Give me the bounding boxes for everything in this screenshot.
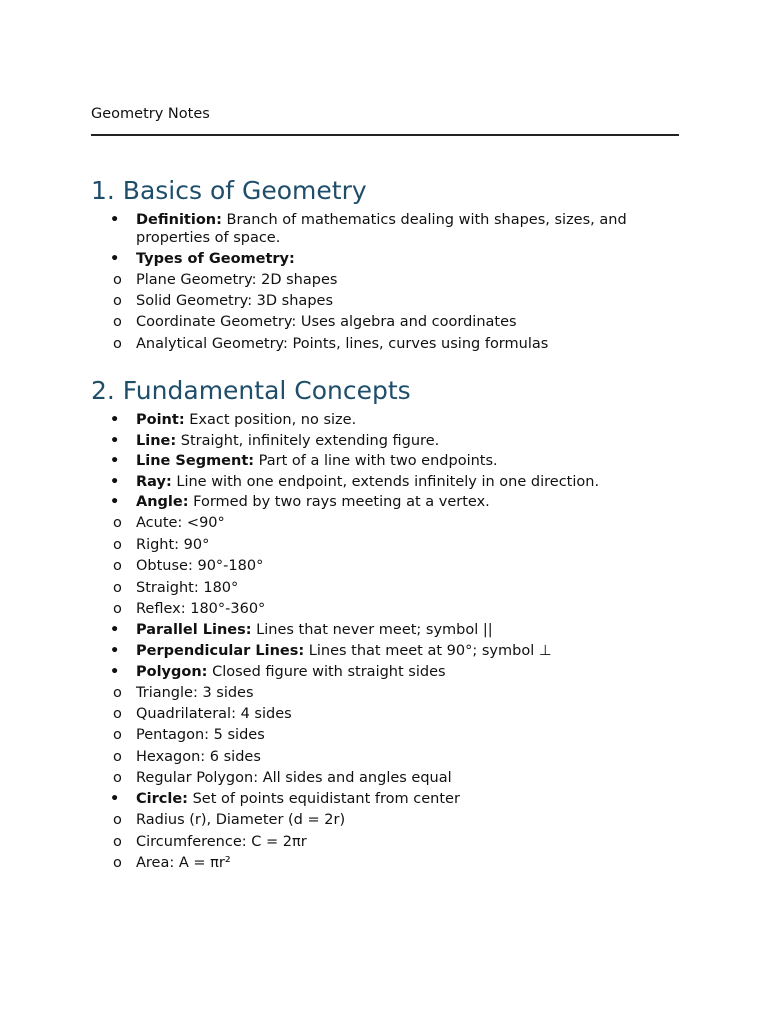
sub-text: Plane Geometry: 2D shapes [136, 271, 338, 288]
term: Point: [136, 412, 185, 428]
bullet: • [110, 642, 120, 659]
description: Line with one endpoint, extends infinitely in one direction. [171, 473, 600, 490]
circle-sublist [91, 811, 679, 872]
sub-item-quadrilateral [91, 705, 679, 723]
sub-item-reflex [91, 600, 679, 618]
term: Types of Geometry: [136, 250, 295, 267]
bullet: • [110, 494, 120, 511]
sub-item-area [91, 854, 679, 872]
sub-text: Coordinate Geometry: Uses algebra and coordinates [136, 314, 517, 331]
sub-item-analytical [91, 335, 679, 353]
list-item-perpendicular-lines [91, 642, 679, 660]
bullet: • [110, 250, 120, 267]
section-heading-fundamentals: 2. Fundamental Concepts [91, 376, 411, 405]
fundamentals-list [91, 411, 679, 876]
sub-bullet: o [113, 684, 122, 701]
sub-text: Acute: <90° [136, 515, 225, 532]
description: Branch of mathematics dealing with shapes, sizes, and properties of space. [136, 212, 627, 246]
sub-text: Quadrilateral: 4 sides [136, 705, 292, 722]
section-heading-basics: 1. Basics of Geometry [91, 176, 367, 205]
list-item-line [91, 432, 679, 450]
sub-bullet: o [113, 536, 122, 553]
list-item-angle [91, 493, 679, 618]
polygons-sublist [91, 684, 679, 788]
bullet: • [110, 412, 120, 428]
term: Polygon: [136, 663, 208, 680]
list-item-types [91, 250, 679, 353]
term: Circle: [136, 791, 188, 808]
sub-text: Solid Geometry: 3D shapes [136, 292, 333, 309]
bullet: • [110, 453, 120, 470]
sub-item-coordinate [91, 313, 679, 331]
list-item-line-segment [91, 452, 679, 470]
sub-text: Analytical Geometry: Points, lines, curves using formulas [136, 335, 549, 352]
term: Line: [136, 432, 177, 449]
sub-bullet: o [113, 292, 122, 309]
sub-text: Area: A = πr² [136, 855, 231, 872]
description: Straight, infinitely extending figure. [176, 432, 440, 449]
sub-bullet: o [113, 705, 122, 722]
sub-text: Obtuse: 90°-180° [136, 558, 264, 575]
bullet: • [110, 622, 120, 639]
description: Formed by two rays meeting at a vertex. [188, 494, 490, 511]
term: Definition: [136, 212, 222, 228]
description: Lines that meet at 90°; symbol ⊥ [304, 642, 552, 659]
header-divider [91, 134, 679, 136]
bullet: • [110, 791, 120, 808]
sub-bullet: o [113, 600, 122, 617]
sub-bullet: o [113, 579, 122, 596]
list-item-circle [91, 790, 679, 872]
list-item-parallel-lines [91, 621, 679, 639]
term: Line Segment: [136, 453, 255, 470]
description: Exact position, no size. [184, 412, 357, 428]
sub-item-acute [91, 514, 679, 532]
list-item-ray [91, 473, 679, 491]
list-item-point [91, 411, 679, 429]
bullet: • [110, 212, 120, 228]
sub-text: Straight: 180° [136, 579, 239, 596]
bullet: • [110, 473, 120, 490]
sub-text: Pentagon: 5 sides [136, 727, 265, 744]
sub-bullet: o [113, 727, 122, 744]
term: Parallel Lines: [136, 622, 252, 639]
list-item-definition [91, 211, 679, 247]
sub-bullet: o [113, 314, 122, 331]
sub-item-circumference [91, 833, 679, 851]
sub-bullet: o [113, 271, 122, 288]
sub-text: Hexagon: 6 sides [136, 748, 261, 765]
term: Angle: [136, 494, 189, 511]
sub-item-straight [91, 579, 679, 597]
angles-sublist [91, 514, 679, 618]
term: Perpendicular Lines: [136, 642, 305, 659]
sub-item-triangle [91, 684, 679, 702]
sub-text: Right: 90° [136, 536, 210, 553]
sub-text: Circumference: C = 2πr [136, 833, 307, 850]
sub-bullet: o [113, 558, 122, 575]
sub-item-hexagon [91, 748, 679, 766]
description: Closed figure with straight sides [207, 663, 446, 680]
description: Set of points equidistant from center [187, 791, 460, 808]
term: Ray: [136, 473, 172, 490]
bullet: • [110, 432, 120, 449]
list-item-polygon [91, 663, 679, 788]
sub-bullet: o [113, 335, 122, 352]
description: Part of a line with two endpoints. [254, 453, 498, 470]
sub-bullet: o [113, 855, 122, 872]
types-sublist [91, 271, 679, 353]
sub-item-right [91, 536, 679, 554]
page-header-title: Geometry Notes [91, 106, 210, 122]
sub-bullet: o [113, 515, 122, 532]
sub-bullet: o [113, 748, 122, 765]
sub-bullet: o [113, 812, 122, 829]
sub-bullet: o [113, 833, 122, 850]
sub-item-radius-diameter [91, 811, 679, 829]
sub-item-solid [91, 292, 679, 310]
sub-item-plane [91, 271, 679, 289]
bullet: • [110, 663, 120, 680]
sub-item-obtuse [91, 557, 679, 575]
sub-text: Triangle: 3 sides [136, 684, 254, 701]
sub-item-pentagon [91, 726, 679, 744]
sub-text: Radius (r), Diameter (d = 2r) [136, 812, 346, 829]
basics-list [91, 211, 679, 356]
sub-text: Regular Polygon: All sides and angles equal [136, 770, 452, 787]
description: Lines that never meet; symbol || [251, 622, 493, 639]
sub-item-regular-polygon [91, 769, 679, 787]
sub-text: Reflex: 180°-360° [136, 600, 266, 617]
sub-bullet: o [113, 770, 122, 787]
